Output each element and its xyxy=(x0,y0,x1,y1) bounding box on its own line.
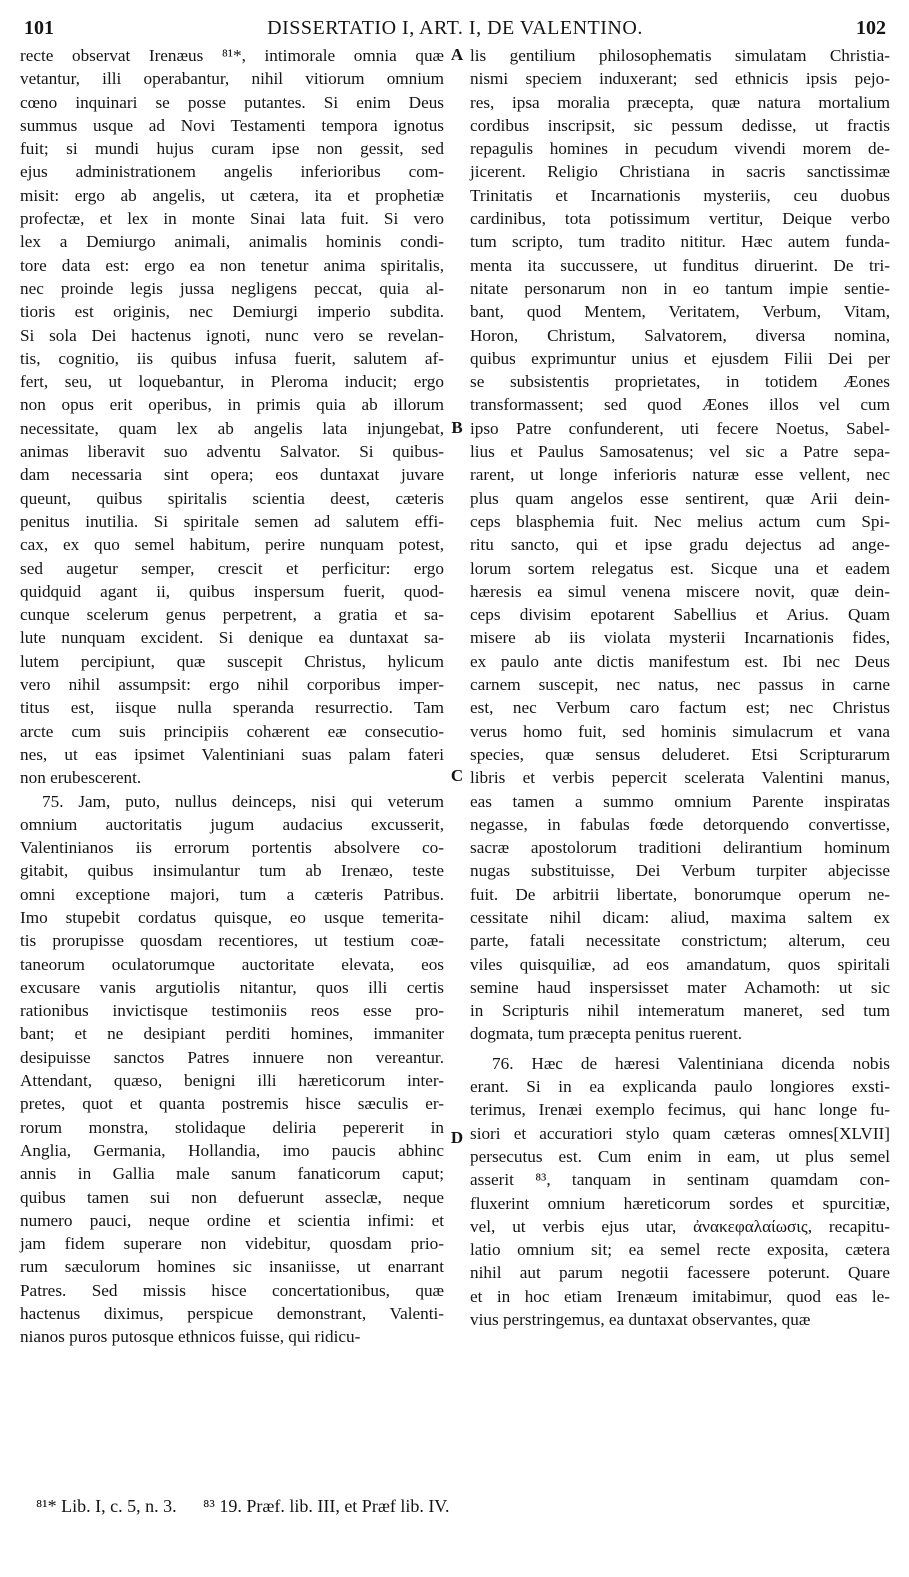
text-line: tioris est originis, nec Demiurgi imperio subdita. xyxy=(20,302,444,322)
text-line: queunt, quibus spiritalis scientia deest, cæteris xyxy=(20,488,444,508)
text-line: negasse, in fabulas fœde detorquendo convertisse, xyxy=(470,814,890,834)
text-line: pretes, quot et quanta postremis hisce sæculis er- xyxy=(20,1094,444,1114)
text-line: nismi speciem induxerant; sed ethnicis ipsis pejo- xyxy=(470,69,890,89)
text-line: rarent, ut longe inferioris naturæ esse vellent, nec xyxy=(470,465,890,485)
text-line: bant, quod Mentem, Veritatem, Verbum, Vitam, xyxy=(470,302,890,322)
text-line: lex a Demiurgo animali, animalis hominis condi- xyxy=(20,232,444,252)
text-line: ipso Patre confunderent, uti fecere Noetus, Sabel- xyxy=(470,418,890,438)
text-line: lute nunquam excident. Si denique ea duntaxat sa- xyxy=(20,628,444,648)
text-line: necessitate, quam lex ab angelis lata injungebat, xyxy=(20,418,444,438)
text-line: jam fidem superare non videbitur, quosdam prio- xyxy=(20,1234,444,1254)
text-line: repagulis homines in pecudum vivendi morem de- xyxy=(470,139,890,159)
text-line: quidquid agant ii, quibus inspersum fuerit, quod- xyxy=(20,581,444,601)
text-line: se subsistentis proprietates, in totidem Æones xyxy=(470,372,890,392)
margin-letter-d: D xyxy=(450,1128,464,1147)
text-line: dogmata, tum præcepta penitus ruerent. xyxy=(470,1024,743,1044)
text-line: non erubescerent. xyxy=(20,768,142,788)
text-line: siori et accuratiori stylo quam cæteras omnes[XLVII] xyxy=(470,1123,890,1143)
text-line: viles quisquiliæ, ad eos amandatum, quos spiritali xyxy=(470,954,890,974)
text-line: penitus inutilia. Si spiritale semen ad salutem effi- xyxy=(20,511,444,531)
text-line: Anglia, Germania, Hollandia, imo paucis abhinc xyxy=(20,1140,444,1160)
page-header xyxy=(24,16,886,44)
text-line: excusare vanis argutiolis nitantur, quos illi certis xyxy=(20,977,444,997)
text-line: vetantur, illi operabantur, nihil vitiorum omnium xyxy=(20,69,444,89)
text-line: lius et Paulus Samosatenus; vel sic a Patre sepa- xyxy=(470,442,890,462)
text-line: fluxerint omnium hæreticorum sordes et spurcitiæ, xyxy=(470,1193,890,1213)
text-line: species, quæ sensus deluderet. Etsi Scripturarum xyxy=(470,744,890,764)
text-line: verus homo fuit, sed hominis simulacrum et vana xyxy=(470,721,890,741)
text-line: asserit ⁸³, tanquam in sentinam quamdam con- xyxy=(470,1170,890,1190)
text-line: 76. Hæc de hæresi Valentiniana dicenda nobis xyxy=(492,1053,890,1073)
text-line: 75. Jam, puto, nullus deinceps, nisi qui veterum xyxy=(42,791,444,811)
text-line: numero pauci, neque ordine et scientia infimi: et xyxy=(20,1210,444,1230)
text-line: nec proinde legis jussa negligens peccat, quia al- xyxy=(20,278,444,298)
text-line: bant; et ne desipiant perditi homines, immaniter xyxy=(20,1024,444,1044)
text-line: hactenus diximus, perspicue demonstrant, Valenti- xyxy=(20,1304,444,1324)
right-column xyxy=(470,44,890,1331)
text-line: Valentinianos iis errorum portentis absolvere co- xyxy=(20,838,444,858)
text-line: gitabit, quibus insimulantur tum ab Irenæo, teste xyxy=(20,861,444,881)
text-line: sacræ apostolorum traditioni delirantium hominum xyxy=(470,838,890,858)
text-line: eas tamen a summo omnium Parente inspiratas xyxy=(470,791,890,811)
text-line: fuit; si mundi hujus curam ipse non gessit, sed xyxy=(20,139,444,159)
text-line: cœno inquinari se posse putantes. Si enim Deus xyxy=(20,92,444,112)
text-line: persecutus est. Cum enim in eam, ut plus semel xyxy=(470,1146,890,1166)
footnotes xyxy=(36,1496,876,1517)
text-line: nitate personarum non in eo tantum impie sentie- xyxy=(470,278,890,298)
footnote-81: ⁸¹* Lib. I, c. 5, n. 3. xyxy=(36,1496,177,1516)
text-line: cardinibus, tota potissimum vertitur, Deique verbo xyxy=(470,209,890,229)
text-line: rationibus invictisque testimoniis reos esse pro- xyxy=(20,1001,444,1021)
text-line: taneorum oculatorumque auctoritate elevata, eos xyxy=(20,954,444,974)
left-column xyxy=(20,44,444,1349)
text-line: menta ita succussere, ut funditus diruerint. De tri- xyxy=(470,255,890,275)
text-line: vius perstringemus, ea duntaxat observantes, quæ xyxy=(470,1310,811,1330)
margin-letter-b: B xyxy=(451,418,463,437)
text-line: summus usque ad Novi Testamenti tempora ignotus xyxy=(20,115,444,135)
text-line: non opus erit operibus, in primis quia ab illorum xyxy=(20,395,444,415)
text-line: nes, ut eas ipsimet Valentiniani suas palam fateri xyxy=(20,744,444,764)
text-line: recte observat Irenæus ⁸¹*, intimorale omnia quæ xyxy=(20,46,444,65)
text-line: Attendant, quæso, benigni illi hæreticorum inter- xyxy=(20,1071,444,1091)
footnote-83: ⁸³ 19. Præf. lib. III, et Præf lib. IV. xyxy=(203,1496,450,1516)
text-line: ejus administrationem angelis inferioribus com- xyxy=(20,162,444,182)
text-line: in Scripturis nihil intemeratum maneret, sed tum xyxy=(470,1001,890,1021)
text-line: misit: ergo ab angelis, ut cætera, ita et prophetiæ xyxy=(20,185,444,205)
text-line: rorum monstra, stolidaque deliria pepererit in xyxy=(20,1117,444,1137)
text-line: Patres. Sed missis hisce concertationibus, quæ xyxy=(20,1280,444,1300)
text-line: fert, seu, ut loquebantur, in Pleroma inducit; ergo xyxy=(20,372,444,392)
text-line: annis in Gallia male sanum fanaticorum caput; xyxy=(20,1164,444,1184)
text-line: jicerent. Religio Christiana in sacris sanctissimæ xyxy=(470,162,890,182)
text-line: quibus exprimuntur unius et ejusdem Filii Dei per xyxy=(470,348,890,368)
text-line: animas liberavit suo adventu Salvator. Si quibus- xyxy=(20,442,444,462)
text-line: carnem suscepit, nec natus, nec passus in carne xyxy=(470,675,890,695)
text-line: Horon, Christum, Salvatorem, diversa nomina, xyxy=(470,325,890,345)
page-number-right: 102 xyxy=(856,17,886,39)
text-line: transformassent; sed quod Æones illos vel cum xyxy=(470,395,890,415)
text-line: quibus tamen sui non defuerunt asseclæ, neque xyxy=(20,1187,444,1207)
text-line: erant. Si in ea explicanda paulo longiores exsti- xyxy=(470,1077,890,1097)
text-line: Trinitatis et Incarnationis mysteriis, ceu duobus xyxy=(470,185,890,205)
text-line: rum sæculorum homines sic insaniisse, ut enarrant xyxy=(20,1257,444,1277)
text-line: dam necessaria sint opera; eos duntaxat juvare xyxy=(20,465,444,485)
text-line: ceps blasphemia fuit. Nec melius actum cum Spi- xyxy=(470,511,890,531)
text-line: est, nec Verbum caro factum est; nec Christus xyxy=(470,698,890,718)
text-line: tis, cognitio, iis quibus infusa fuerit, salutem af- xyxy=(20,348,444,368)
text-line: ceps divisim epotarent Sabellius et Arius. Quam xyxy=(470,605,890,625)
text-line: parte, fatali necessitate constrictum; alterum, ceu xyxy=(470,931,890,951)
margin-letter-c: C xyxy=(450,766,464,785)
text-line: vero nihil assumpsit: ergo nihil corporibus imper- xyxy=(20,675,444,695)
margin-letter-a: A xyxy=(450,45,464,64)
text-line: vel, ut verbis ejus utar, ἀνακεφαλαίωσις, recapitu- xyxy=(470,1216,890,1236)
text-line: tis prorupisse quosdam recentiores, ut testium coæ- xyxy=(20,931,444,951)
text-line: misere ab iis violata mysterii Incarnationis fides, xyxy=(470,628,890,648)
text-line: latio omnium sit; ea semel recte exposita, cætera xyxy=(470,1240,890,1260)
text-line: sed augetur semper, crescit et perficitur: ergo xyxy=(20,558,444,578)
text-line: profectæ, et lex in monte Sinai lata fuit. Si vero xyxy=(20,209,444,229)
text-line: tore data est: ergo ea non tenetur anima spiritalis, xyxy=(20,255,444,275)
text-line: omni exceptione majori, tum a cæteris Patribus. xyxy=(20,884,444,904)
text-line: nihil aut parum negotii facessere poterunt. Quare xyxy=(470,1263,890,1283)
text-line: cordibus inscripsit, sic pessum dedisse, ut fractis xyxy=(470,115,890,135)
text-line: res, ipsa moralia præcepta, quæ natura mortalium xyxy=(470,92,890,112)
text-line: Imo stupebit cordatus quisque, eo usque temerita- xyxy=(20,907,444,927)
text-line: lis gentilium philosophematis simulatam Christia- xyxy=(470,46,890,65)
text-line: Si sola Dei hactenus ignoti, nunc vero se revelan- xyxy=(20,325,444,345)
text-line: cunque scelerum genus perpetrent, a gratia et sa- xyxy=(20,605,444,625)
text-line: tum scripto, tum tradito nititur. Hæc autem funda- xyxy=(470,232,890,252)
text-line: ritu sancto, qui et ipse gradu dejectus ad ange- xyxy=(470,535,890,555)
running-title: DISSERTATIO I, ART. I, DE VALENTINO. xyxy=(267,17,643,39)
text-line: libris et verbis pepercit scelerata Valentini manus, xyxy=(470,768,890,788)
text-line: hæresis ea simul venena miscere novit, quæ dein- xyxy=(470,581,890,601)
text-line: terimus, Irenæi exemplo fecimus, qui hanc longe fu- xyxy=(470,1100,890,1120)
text-line: cax, ex quo semel habitum, perire nunquam potest, xyxy=(20,535,444,555)
text-line: ex paulo ante dictis manifestum est. Ibi nec Deus xyxy=(470,651,890,671)
text-line: semine haud inspersisset mater Achamoth: ut sic xyxy=(470,977,890,997)
text-line: arcte cum suis principiis cohærent eæ consecutio- xyxy=(20,721,444,741)
text-line: lutem percipiunt, quæ suscepit Christus, hylicum xyxy=(20,651,444,671)
text-line: nianos puros putosque ethnicos fuisse, qui ridicu- xyxy=(20,1327,361,1347)
text-line: cessitate nihil dicam: aliud, maxima saltem ex xyxy=(470,907,890,927)
text-line: lorum sortem relegatus est. Sicque una et eadem xyxy=(470,558,890,578)
text-line: titus est, iisque nulla speranda resurrectio. Tam xyxy=(20,698,444,718)
text-line: omnium auctoritatis jugum audacius excusserit, xyxy=(20,814,444,834)
page-number-left: 101 xyxy=(24,17,54,39)
text-line: nugas substituisse, Dei Verbum turpiter abjecisse xyxy=(470,861,890,881)
text-line: desipuisse sanctos Patres innuere non vereantur. xyxy=(20,1047,444,1067)
text-line: fuit. De arbitrii libertate, bonorumque operum ne- xyxy=(470,884,890,904)
text-line: et in hoc etiam Irenæum imitabimur, quod eas le- xyxy=(470,1286,890,1306)
text-line: plus quam angelos esse sentirent, quæ Arii dein- xyxy=(470,488,890,508)
